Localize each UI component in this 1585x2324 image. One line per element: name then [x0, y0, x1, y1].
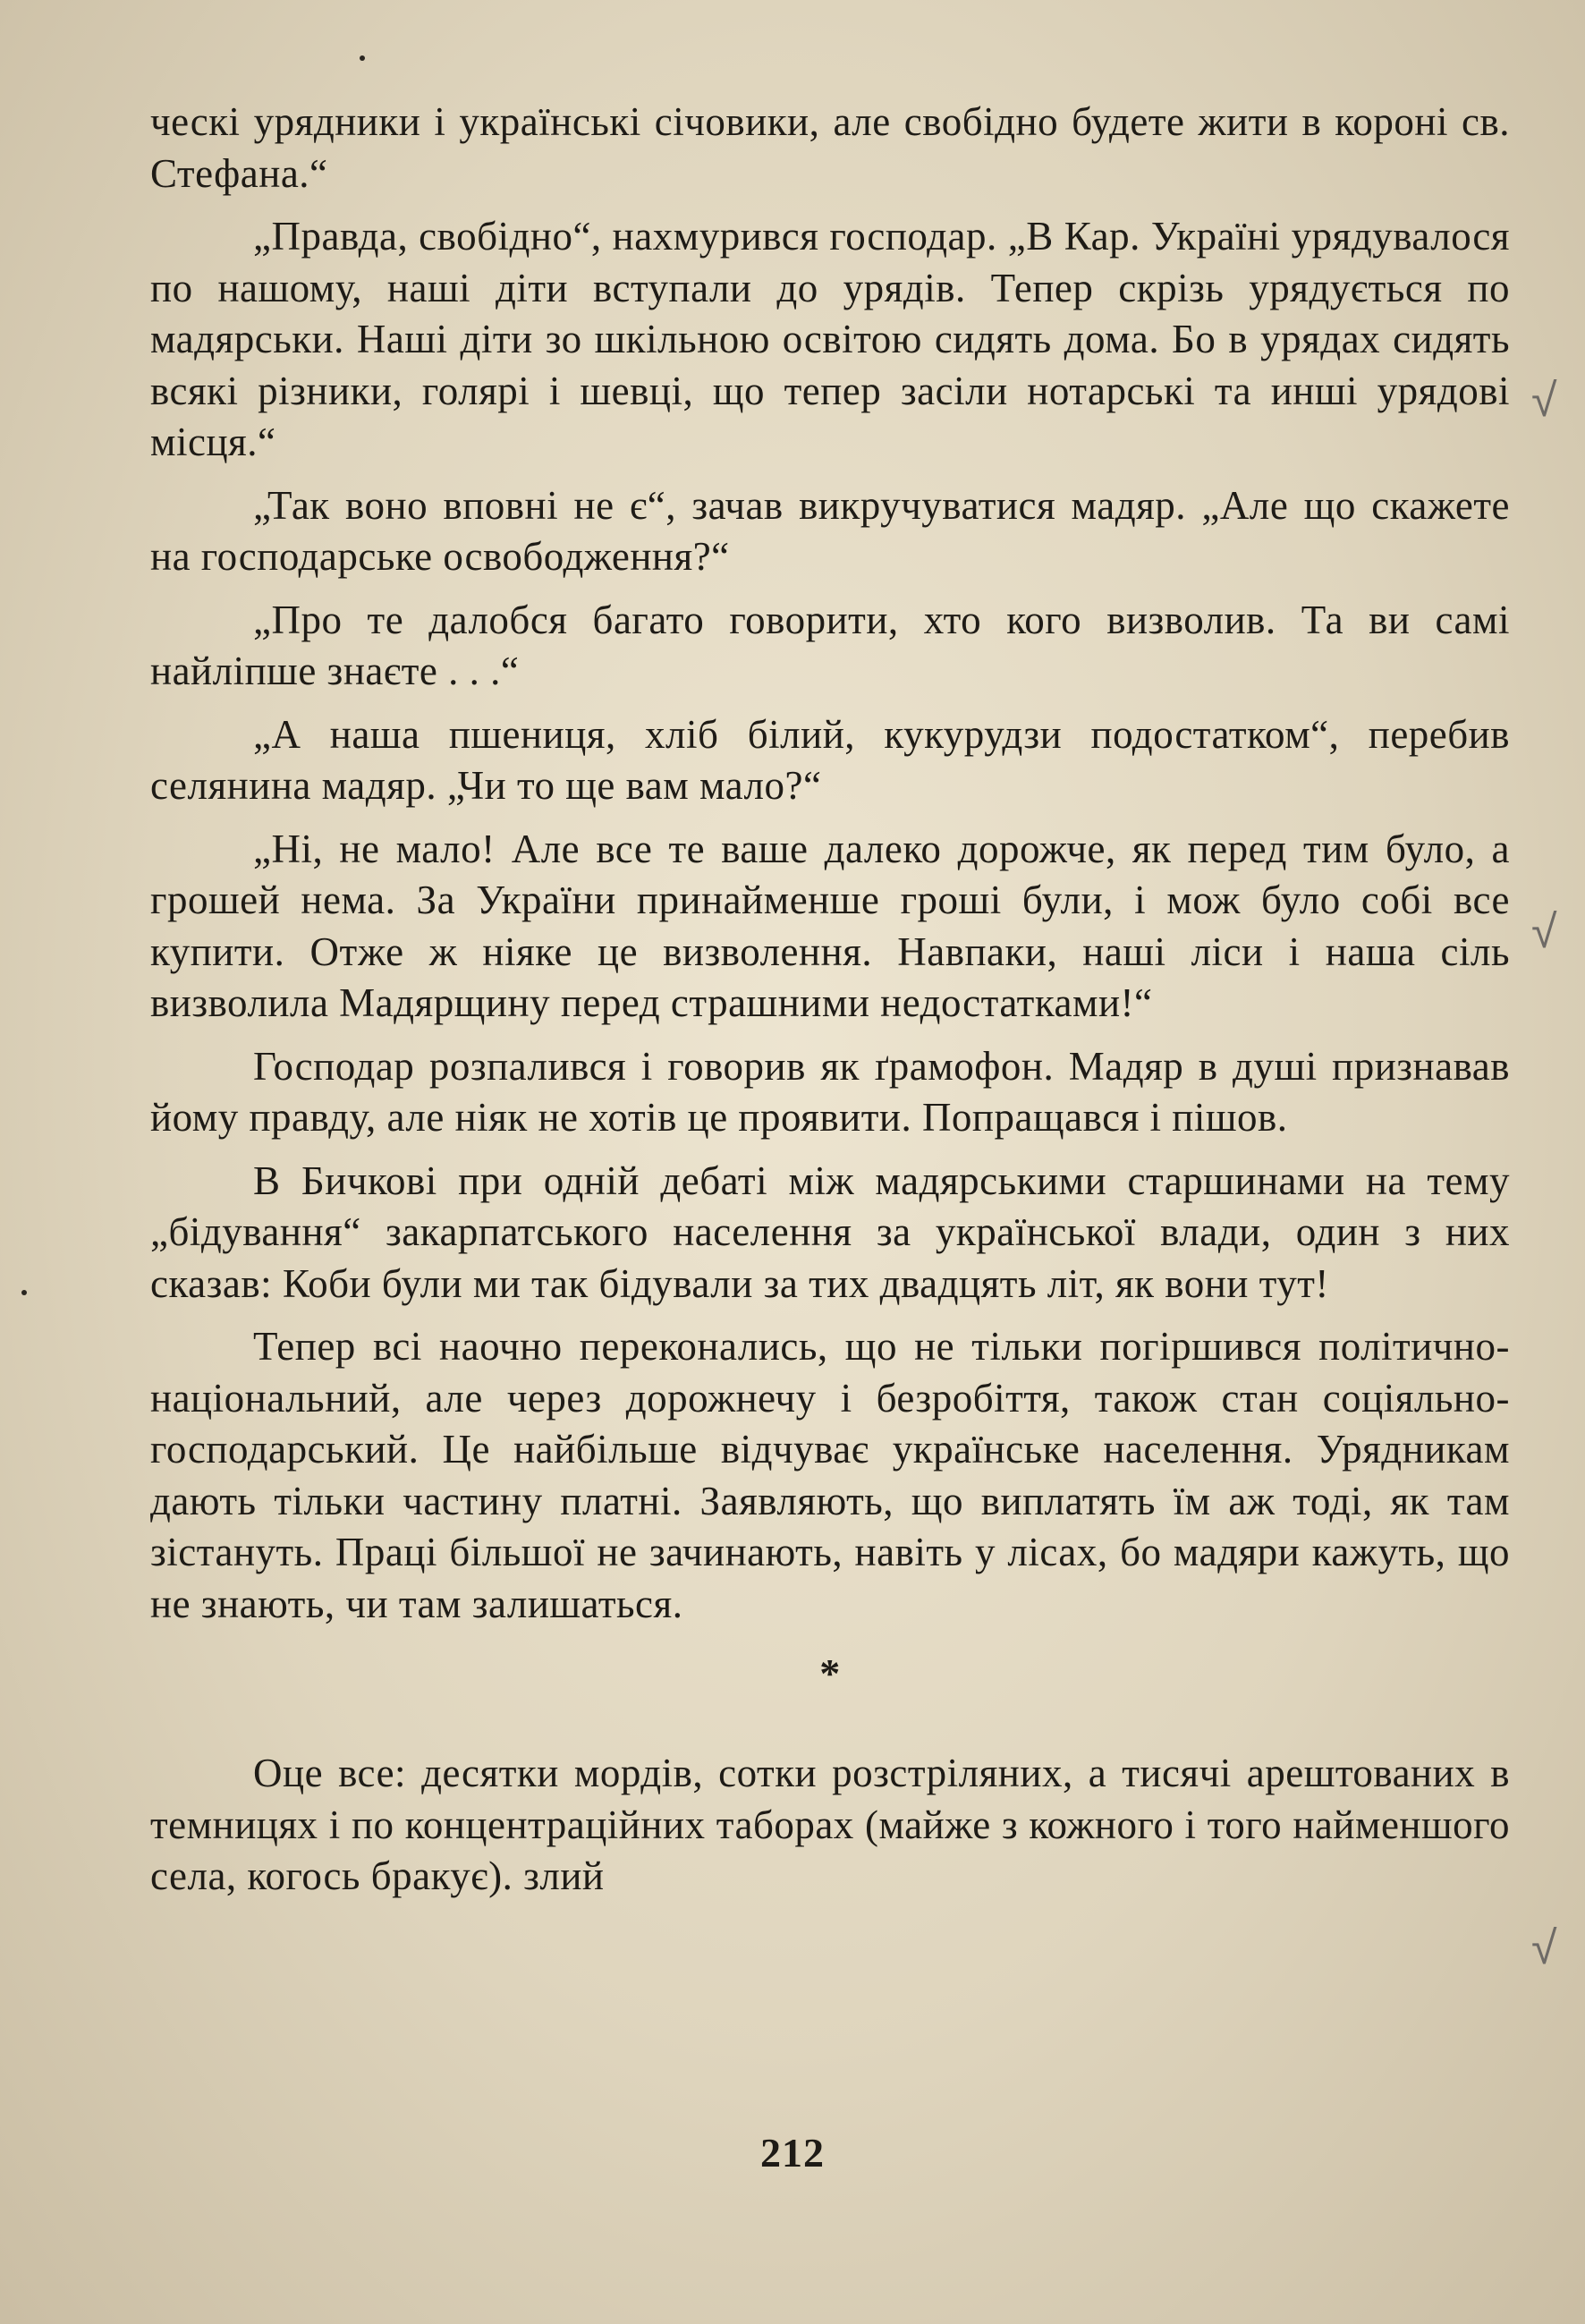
- paragraph-9: Тепер всі наочно переконались, що не тільки погіршився політично-національний, але через дорожнечу і безробіття, також стан соціяльно-господарський. Це найбільше відчуває українське населення. Урядникам дають тільки частину платні. Заявляють, що виплатять їм аж тоді, як там зістануть. Праці більшої не зачинають, навіть у лісах, бо мадяри кажуть, що не знають, чи там залишаться.: [150, 1324, 1510, 1626]
- margin-check-mark-2: √: [1531, 905, 1557, 959]
- margin-check-mark-3: √: [1531, 1921, 1557, 1975]
- page-number: 212: [760, 2130, 825, 2176]
- paragraph-5: „А наша пшениця, хліб білий, кукурудзи подостатком“, перебив селянина мадяр. „Чи то ще вам мало?“: [150, 711, 1510, 808]
- paragraph-3: „Так воно вповні не є“, зачав викручуватися мадяр. „Але що скажете на господарське освободження?“: [150, 482, 1510, 579]
- body-text: [150, 97, 1510, 1914]
- paper-speck: [360, 55, 365, 61]
- paragraph-6: „Ні, не мало! Але все те ваше далеко дорожче, як перед тим було, а грошей нема. За України принайменше гроші були, і мож було собі все купити. Отже ж ніяке це визволення. Навпаки, наші ліси і наша сіль визволила Мадярщину перед страшними недостатками!“: [150, 826, 1510, 1025]
- paragraph-final: Оце все: десятки мордів, сотки розстріляних, а тисячі арештованих в темницях і по концентраційних таборах (майже з кожного і того найменшого села, когось бракує). злий: [150, 1751, 1510, 1898]
- margin-check-mark-1: √: [1531, 374, 1557, 428]
- paper-speck: [21, 1290, 27, 1295]
- paragraph-4: „Про те далобся багато говорити, хто кого визволив. Та ви самі найліпше знаєте . . .“: [150, 597, 1510, 693]
- section-separator: *: [819, 1650, 841, 1696]
- paragraph-2: „Правда, свобідно“, нахмурився господар. „В Кар. Україні урядувалося по нашому, наші діти вступали до урядів. Тепер скрізь урядується по мадярськи. Наші діти зо шкільною освітою сидять дома. Бо в урядах сидять всякі різники, голярі і шевці, що тепер засіли нотарські та инші урядові місця.“: [150, 214, 1510, 464]
- paragraph-7: Господар розпалився і говорив як ґрамофон. Мадяр в душі признавав йому правду, але ніяк не хотів це проявити. Попращався і пішов.: [150, 1043, 1510, 1140]
- paragraph-8: В Бичкові при одній дебаті між мадярськими старшинами на тему „бідування“ закарпатського населення за української влади, один з них сказав: Коби були ми так бідували за тих двадцять літ, як вони тут!: [150, 1158, 1510, 1306]
- paragraph-1: ческі урядники і українські січовики, але свобідно будете жити в короні св. Стефана.“: [150, 99, 1510, 196]
